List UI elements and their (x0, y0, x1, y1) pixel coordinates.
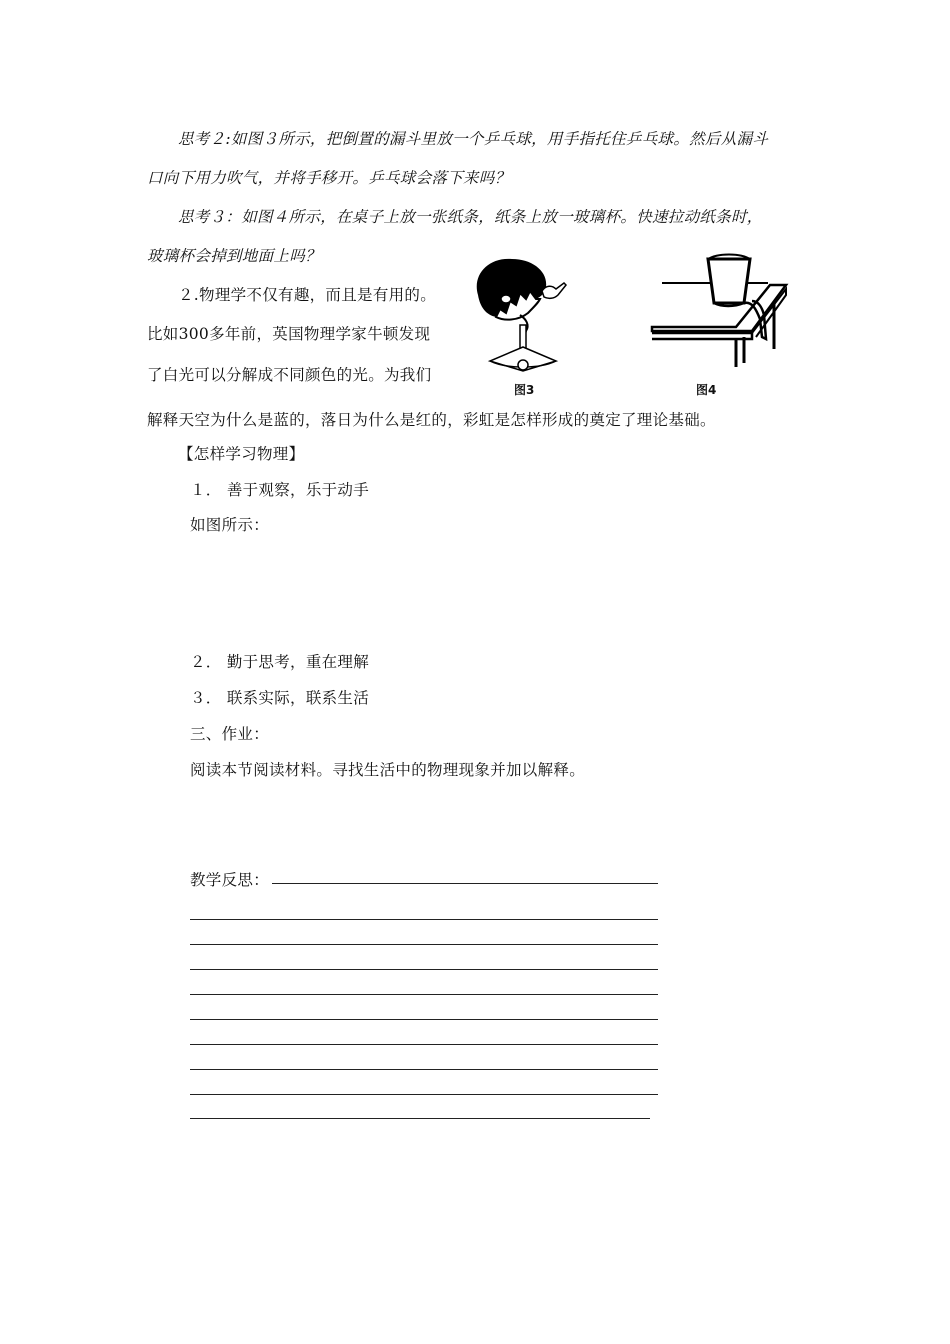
how-to-learn-heading: 【怎样学习物理】 (178, 445, 305, 463)
item1-observe: １． 善于观察，乐于动手 (190, 481, 370, 499)
item2-think: ２． 勤于思考，重在理解 (190, 653, 370, 671)
reflection-line[interactable] (272, 883, 658, 884)
think3-line1: 思考３：如图４所示，在桌子上放一张纸条，纸条上放一玻璃杯。快速拉动纸条时， (178, 208, 763, 226)
reflection-line[interactable] (190, 1019, 658, 1020)
homework-content: 阅读本节阅读材料。寻找生活中的物理现象并加以解释。 (190, 761, 586, 779)
figure4-caption: 图4 (696, 383, 717, 397)
reflection-line[interactable] (190, 1044, 658, 1045)
item3-relate: ３． 联系实际，联系生活 (190, 689, 370, 707)
figure3-funnel-blowing-illustration (470, 255, 580, 385)
figure4-glass-on-table-illustration (648, 245, 778, 375)
reflection-line[interactable] (190, 969, 658, 970)
reflection-line[interactable] (190, 1069, 658, 1070)
reflection-line[interactable] (190, 1118, 650, 1119)
reflection-line[interactable] (190, 944, 658, 945)
reflection-line[interactable] (190, 1094, 658, 1095)
reflection-line[interactable] (190, 994, 658, 995)
think2-line1: 思考２:如图３所示，把倒置的漏斗里放一个乒乓球，用手指托住乒乓球。然后从漏斗 (178, 130, 769, 148)
point2-line3: 了白光可以分解成不同颜色的光。为我们 (147, 366, 432, 384)
reflection-line[interactable] (190, 919, 658, 920)
homework-heading: 三、作业： (190, 725, 270, 743)
think3-line2: 玻璃杯会掉到地面上吗？ (147, 247, 321, 265)
figure3-caption: 图3 (514, 383, 535, 397)
item1-note: 如图所示： (190, 516, 270, 534)
point2-line2: 比如300多年前，英国物理学家牛顿发现 (147, 325, 431, 343)
point2-line1: ２.物理学不仅有趣，而且是有用的。 (178, 286, 437, 304)
point2-line4: 解释天空为什么是蓝的，落日为什么是红的，彩虹是怎样形成的奠定了理论基础。 (147, 411, 716, 429)
reflection-label: 教学反思： (190, 871, 270, 889)
think2-line2: 口向下用力吹气，并将手移开。乒乓球会落下来吗？ (147, 169, 511, 187)
